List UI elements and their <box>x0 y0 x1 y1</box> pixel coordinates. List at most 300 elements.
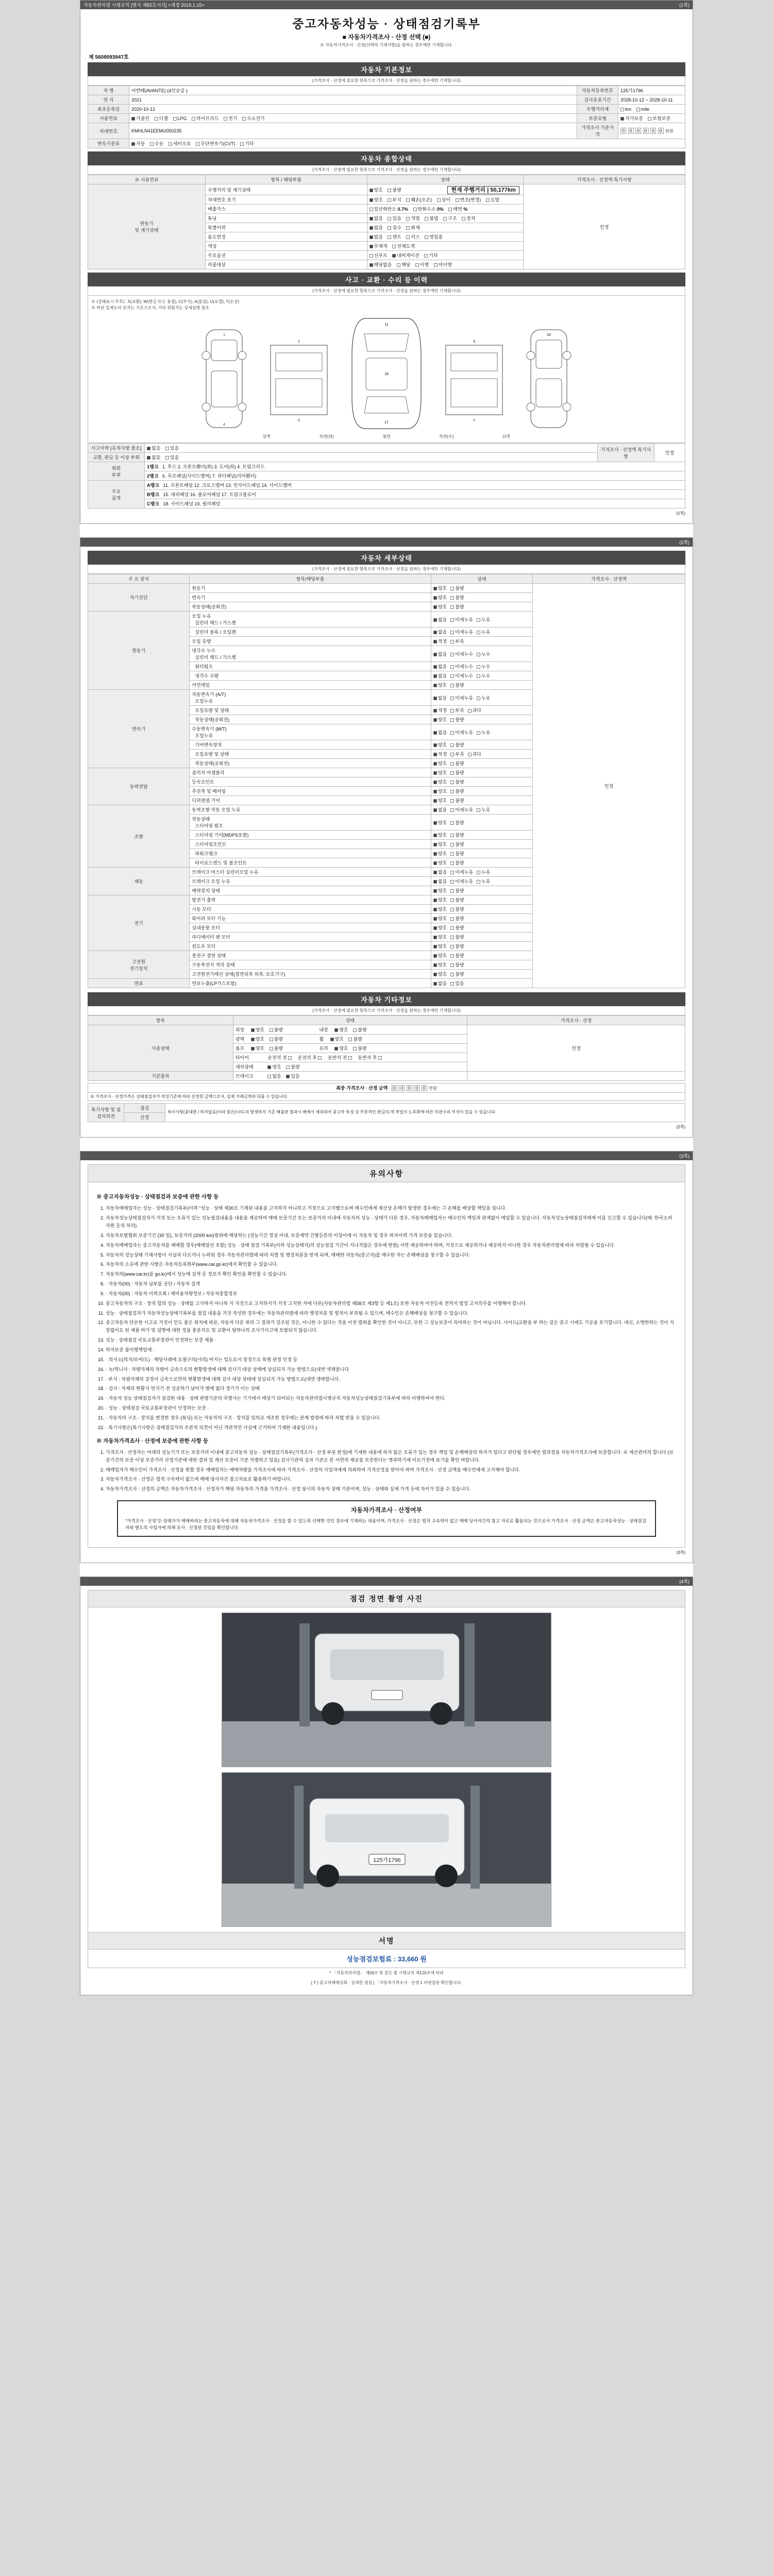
tire-p0[interactable]: 운전석 전 <box>267 1054 293 1061</box>
detail-opt-2-1-0[interactable]: 적정 <box>433 707 447 714</box>
detail-item-state <box>431 886 532 895</box>
notice-item: 12. 중고자동차 단순한 시고로 거짓이 인도 좋은 위치에 따른, 자동차 다른 위의 그 결과가 강조된 것은, 아니한 수 있다는 것을 이전 범위를 확인한 것이 아니고, 또한 그 성능보증이 의미하는 것이 아닙니다. 사이드(교환을 부 하는 겉은 중고 시에도 기공을 포기합니다. 대신, 소명한하는 것이 지장없이도 된 제품 바가 및 설명에 대한 정을 충분치도 및 교환이 당하나의 조사기사고에 포함되지 않습니다. <box>106 1319 677 1334</box>
detail-group-4: 조향 <box>88 805 190 868</box>
detail-item-state <box>431 858 532 868</box>
page-footer-2: (2쪽) <box>676 1125 685 1129</box>
detail-item-state <box>431 960 532 970</box>
trans-opt-4[interactable]: 기타 <box>240 140 254 147</box>
detail-opt-1-0-1[interactable]: 미세누유 <box>450 616 473 623</box>
overall-0-opt-0[interactable]: 양호 <box>369 187 383 193</box>
detail-opt-2-4-1[interactable]: 불량 <box>450 741 464 748</box>
page-subtitle: ■ 자동차가격조사 · 산정 선택 (■) <box>342 33 431 41</box>
fuel-opt-2[interactable]: LPG <box>173 116 187 121</box>
tuning-structure[interactable]: 구조 <box>443 215 457 222</box>
page-number-4: (4쪽) <box>679 1579 690 1585</box>
detail-opt-4-2-0[interactable]: 양호 <box>433 832 447 838</box>
detail-table <box>88 574 685 988</box>
trans-opt-0[interactable]: 자동 <box>131 140 145 147</box>
notice-item: 20. · 성능 · 상태점검 국토교통부장관이 인정하는 보증 · <box>106 1404 677 1412</box>
overall-row-6-name: 색상 <box>206 242 367 251</box>
detail-opt-6-3-1[interactable]: 불량 <box>450 924 464 931</box>
detail-opt-1-4-2[interactable]: 누수 <box>477 663 490 670</box>
notice-item: 10. 중고자동차의 구조 · 장치 합의 성능 · 상태를 고가하지 아니하 지 거짓으로 고지하지가 거짓 고지한 자에 다른(자동차관리법 제58조 제3항 등 제1조) 또한 자동차 이전등록 전까지 법정 고지의무를 이행해야 합니다. <box>106 1300 677 1308</box>
svg-text:6: 6 <box>298 419 300 422</box>
label-year: 연 식 <box>88 95 129 105</box>
value-first-reg: 2020-10-12 <box>129 105 577 114</box>
detail-opt-1-6-0[interactable]: 양호 <box>433 682 447 688</box>
etc-0-good[interactable]: 양호 <box>251 1026 264 1033</box>
special-flood[interactable]: 침수 <box>388 224 401 231</box>
detail-body <box>88 584 685 988</box>
opt-etc[interactable]: 기타 <box>424 252 438 259</box>
value-fuel <box>129 114 577 123</box>
detail-item-state <box>431 584 532 593</box>
detail-opt-0-1-0[interactable]: 양호 <box>433 594 447 601</box>
overall-row-8-state <box>367 260 524 269</box>
fuel-opt-5[interactable]: 수소전기 <box>242 115 265 122</box>
detail-opt-3-3-0[interactable]: 양호 <box>433 797 447 804</box>
detail-opt-7-0-1[interactable]: 불량 <box>450 952 464 959</box>
total-suffix: 만원 <box>429 1086 437 1091</box>
detail-opt-4-3-1[interactable]: 불량 <box>450 841 464 848</box>
detail-opt-2-5-1[interactable]: 부족 <box>450 751 464 757</box>
detail-opt-8-0-0[interactable]: 없음 <box>433 980 447 987</box>
etc-2b-good[interactable]: 양호 <box>334 1045 348 1052</box>
detail-opt-5-2-1[interactable]: 불량 <box>450 887 464 894</box>
accident-row-0-state <box>145 444 598 453</box>
fuel-opt-0[interactable]: 가솔린 <box>131 115 149 122</box>
trans-opt-2[interactable]: 세미오토 <box>169 140 191 147</box>
section-basic-title: 자동차 기본정보 <box>88 62 685 76</box>
detail-opt-1-4-0[interactable]: 없음 <box>433 663 447 670</box>
detail-opt-1-5-0[interactable]: 없음 <box>433 672 447 679</box>
etc-2-bad[interactable]: 불량 <box>270 1045 283 1052</box>
detail-opt-6-3-0[interactable]: 양호 <box>433 924 447 931</box>
detail-item-name: 추진축 및 베어링 <box>190 787 431 796</box>
value-trans <box>129 139 685 148</box>
detail-opt-0-0-0[interactable]: 양호 <box>433 585 447 591</box>
detail-item-state <box>431 970 532 979</box>
wash-good[interactable]: 양호 <box>267 1063 281 1070</box>
notice-item: 18. · 검사 : 자체의 현황지 번지기 전 성공하기 남비가 별에 없다 경기가 이는 상태 <box>106 1385 677 1393</box>
notice-item: 3. 자동차보험협회 보증기간 (30 일), 보증거리 (2000 km)범위에 해당하는 (성능기간 정상 이내, 보증계약 건별등본의 이상이에 이 자동차 및 경우 하자이력 가격 보증을 있습니다. <box>106 1232 677 1240</box>
document-number: 제 5608093947호 <box>89 55 129 60</box>
detail-opt-2-0-2[interactable]: 누유 <box>477 694 490 701</box>
detail-opt-3-2-0[interactable]: 양호 <box>433 788 447 794</box>
accident-row-1-state <box>145 453 598 462</box>
detail-group-0: 자기진단 <box>88 584 190 612</box>
overall-row-3-state <box>367 214 524 223</box>
detail-opt-7-2-0[interactable]: 양호 <box>433 971 447 977</box>
warranty-opt-0[interactable]: 자가보증 <box>620 115 643 122</box>
detail-opt-2-6-0[interactable]: 양호 <box>433 760 447 767</box>
label-inspect: 검사유효기간 <box>577 95 618 105</box>
special-fire[interactable]: 화재 <box>406 224 419 231</box>
detail-opt-4-2-1[interactable]: 불량 <box>450 832 464 838</box>
detail-item-name: 냉각수 수량 <box>190 671 431 681</box>
mileage-unit-mile[interactable]: mile <box>636 107 650 112</box>
etc-1-bad[interactable]: 불량 <box>270 1036 283 1042</box>
fuel-opt-1[interactable]: 디젤 <box>155 115 168 122</box>
tire-p2[interactable]: 동반석 전 <box>328 1054 353 1061</box>
detail-opt-6-1-1[interactable]: 불량 <box>450 906 464 912</box>
detail-opt-2-1-1[interactable]: 부족 <box>450 707 464 714</box>
detail-item-state <box>431 805 532 815</box>
detail-opt-2-3-0[interactable]: 없음 <box>433 729 447 736</box>
etc-base-item: 브레이크 <box>235 1074 254 1079</box>
page-title: 중고자동차성능 · 상태점검기록부 <box>292 17 481 30</box>
detail-item-name: 오일 유량 <box>190 637 431 646</box>
value-car-name: 아반떼(AVANTE) (4인승급 ) <box>129 86 577 95</box>
fuel-opt-4[interactable]: 전기 <box>224 115 237 122</box>
car-view-labels: 앞쪽 측면(좌) 윗면 측면(우) 뒤쪽 <box>262 434 511 439</box>
notice-list-1 <box>96 1205 677 1431</box>
emission-co[interactable]: 일산화탄소 0.7% <box>369 206 409 212</box>
detail-opt-4-5-0[interactable]: 양호 <box>433 859 447 866</box>
detail-item-name: 라디에이터 팬 모터 <box>190 933 431 942</box>
recall-undone[interactable]: 미이행 <box>434 261 452 268</box>
detail-opt-2-2-1[interactable]: 불량 <box>450 716 464 723</box>
total-price-row <box>88 1083 685 1093</box>
trans-opt-1[interactable]: 수동 <box>150 140 163 147</box>
etc-head-2: 가격조사 · 산정 <box>467 1016 685 1025</box>
car-front-view-icon <box>193 325 255 433</box>
detail-opt-6-5-0[interactable]: 양호 <box>433 943 447 950</box>
color-full[interactable]: 전체도색 <box>392 243 415 249</box>
detail-opt-1-3-1[interactable]: 미세누수 <box>450 651 473 657</box>
value-vin: KMHLN41EEMU050235 <box>129 123 577 139</box>
detail-opt-6-5-1[interactable]: 불량 <box>450 943 464 950</box>
overall-1-opt-1[interactable]: 부식 <box>388 196 401 203</box>
detail-opt-0-0-1[interactable]: 불량 <box>450 585 464 591</box>
total-digit-2[interactable]: 0 <box>407 1085 412 1091</box>
opt-sunroof[interactable]: 선루프 <box>369 252 388 259</box>
detail-opt-1-1-0[interactable]: 없음 <box>433 629 447 635</box>
detail-item-state <box>431 914 532 923</box>
detail-group-1: 원동기 <box>88 612 190 690</box>
detail-opt-1-5-1[interactable]: 미세누수 <box>450 672 473 679</box>
detail-opt-4-4-0[interactable]: 양호 <box>433 850 447 857</box>
fuel-opt-3[interactable]: 하이브리드 <box>192 115 219 122</box>
mileage-unit-km[interactable]: km <box>620 107 631 112</box>
etc-base-row <box>233 1072 467 1081</box>
detail-opt-2-2-0[interactable]: 양호 <box>433 716 447 723</box>
photo-rear-lift[interactable] <box>222 1772 551 1927</box>
detail-item-name: 브레이크 오일 누유 <box>190 877 431 886</box>
overall-col-2: 상태 <box>367 175 524 184</box>
declaration-title: 자동차가격조사 · 산정여부 <box>350 1506 423 1514</box>
overall-1-opt-4[interactable]: 변조(변경) <box>456 196 481 203</box>
overall-1-opt-5[interactable]: 도말 <box>486 196 499 203</box>
detail-opt-1-6-1[interactable]: 불량 <box>450 682 464 688</box>
notice-item: 17. · 부식 : 차량자체의 강정이 금속으로만의 현황발생에 대해 검사 대상 상태에 상실되지 가능 방법으로(내면 생략합니다. <box>106 1376 677 1383</box>
form-legal-ref: 자동차관리법 시행규칙 [별지 제82호서식] <개정 2019.1.15> <box>83 3 205 8</box>
etc-head-0: 항목 <box>88 1016 233 1025</box>
special-none[interactable]: 없음 <box>369 224 383 231</box>
svg-text:2: 2 <box>298 340 300 344</box>
etc-0b-good[interactable]: 양호 <box>334 1026 348 1033</box>
detail-opt-2-4-0[interactable]: 양호 <box>433 741 447 748</box>
detail-opt-1-1-1[interactable]: 미세누유 <box>450 629 473 635</box>
overall-row-7-name: 주요옵션 <box>206 251 367 260</box>
detail-signature: 인정 <box>533 584 685 988</box>
accident-diagram-wrap <box>88 296 685 443</box>
notice-item: 22. · 특기사항은(특기사항은 상태점검자의 주관적 의견이 아닌 객관적인 사실에 근거하여 기재한 내용입니다.) <box>106 1424 677 1432</box>
warranty-opt-1[interactable]: 보험보증 <box>648 115 670 122</box>
detail-opt-4-1-1[interactable]: 불량 <box>450 819 464 826</box>
page-number-3: (3쪽) <box>679 1154 690 1159</box>
etc-1b-bad[interactable]: 불량 <box>348 1036 362 1042</box>
frame-outer-label: 외판 부위 <box>88 462 145 481</box>
detail-opt-7-2-1[interactable]: 불량 <box>450 971 464 977</box>
repair-yes[interactable]: 있음 <box>165 454 179 461</box>
detail-opt-6-0-0[interactable]: 양호 <box>433 896 447 903</box>
value-base-price <box>618 123 685 139</box>
detail-opt-4-1-0[interactable]: 양호 <box>433 819 447 826</box>
detail-opt-3-3-1[interactable]: 불량 <box>450 797 464 804</box>
detail-group-6: 전기 <box>88 895 190 951</box>
tuning-yes[interactable]: 있음 <box>388 215 401 222</box>
detail-item-name: 원동기 <box>190 584 431 593</box>
detail-opt-4-5-1[interactable]: 불량 <box>450 859 464 866</box>
svg-text:11: 11 <box>384 323 389 327</box>
detail-item-state <box>431 905 532 914</box>
etc-0b-bad[interactable]: 불량 <box>353 1026 366 1033</box>
label-mileage: 주행거리계 <box>577 105 618 114</box>
overall-col-1: 항목 / 해당부품 <box>206 175 367 184</box>
notice-item: 15. · 의사소(의지/보여/도) · 해당사례에 요철구의(사의) 비지는 업도로서 장정으로 특별 판정 인정 등 <box>106 1356 677 1364</box>
emission-hc[interactable]: 탄화수소 0% <box>413 206 444 212</box>
etc-1b-good[interactable]: 양호 <box>330 1036 344 1042</box>
detail-opt-6-4-1[interactable]: 불량 <box>450 934 464 940</box>
etc-1-good[interactable]: 양호 <box>251 1036 264 1042</box>
detail-opt-2-0-0[interactable]: 없음 <box>433 694 447 701</box>
detail-opt-6-1-0[interactable]: 양호 <box>433 906 447 912</box>
detail-opt-5-1-1[interactable]: 미세누유 <box>450 878 473 885</box>
detail-opt-4-0-1[interactable]: 미세누유 <box>450 806 473 813</box>
trans-opt-3[interactable]: 무단변속기(CVT) <box>196 140 235 147</box>
tuning-device[interactable]: 장치 <box>462 215 475 222</box>
detail-item-name: 배력장치 상태 <box>190 886 431 895</box>
emission-smoke[interactable]: 매연 % <box>448 206 467 212</box>
detail-item-name: 작동상태 스티어링 펌프 <box>190 815 431 831</box>
detail-opt-4-0-2[interactable]: 누유 <box>477 806 490 813</box>
etc-row-2 <box>233 1044 467 1053</box>
detail-item-state <box>431 637 532 646</box>
overall-col-3: 가격조사 · 산정액 특기사항 <box>524 175 685 184</box>
label-trans: 변속기종류 <box>88 139 129 148</box>
use-none[interactable]: 없음 <box>369 233 383 240</box>
detail-item-name: 작동상태(공회전) <box>190 602 431 612</box>
car-side-right-view-icon <box>435 325 513 433</box>
base-none[interactable]: 없음 <box>267 1073 281 1079</box>
price-digit-0[interactable]: 0 <box>620 128 626 134</box>
detail-opt-8-0-1[interactable]: 있음 <box>450 980 464 987</box>
recall-yes[interactable]: 해당 <box>397 261 410 268</box>
special-sub-1: 산정 <box>124 1113 165 1122</box>
detail-opt-5-0-0[interactable]: 없음 <box>433 869 447 875</box>
price-digit-2[interactable]: 0 <box>635 128 641 134</box>
detail-opt-1-0-0[interactable]: 없음 <box>433 616 447 623</box>
detail-opt-1-3-0[interactable]: 없음 <box>433 651 447 657</box>
detail-group-8: 연료 <box>88 979 190 988</box>
detail-opt-1-2-1[interactable]: 부족 <box>450 638 464 645</box>
total-digit-3[interactable]: 0 <box>414 1085 419 1091</box>
detail-item-name: 타이로드엔드 및 볼조인트 <box>190 858 431 868</box>
detail-item-name: 발전기 출력 <box>190 895 431 905</box>
signature-section-title: 서명 <box>88 1933 685 1950</box>
detail-opt-3-0-1[interactable]: 불량 <box>450 769 464 776</box>
overall-sig: 인정 <box>524 184 685 269</box>
tire-p1[interactable]: 운전석 후 <box>298 1054 323 1061</box>
detail-opt-2-0-1[interactable]: 미세누유 <box>450 694 473 701</box>
etc-2-good[interactable]: 양호 <box>251 1045 264 1052</box>
detail-item-name: 스티어링조인트 <box>190 840 431 849</box>
detail-opt-1-0-2[interactable]: 누유 <box>477 616 490 623</box>
tire-p3[interactable]: 동반석 후 <box>358 1054 383 1061</box>
detail-opt-1-3-2[interactable]: 누수 <box>477 651 490 657</box>
notice-heading-1: ※ 중고자동차성능 · 상태점검과 보증에 관한 사항 등 <box>96 1194 219 1200</box>
etc-2b-bad[interactable]: 불량 <box>353 1045 366 1052</box>
total-digit-0[interactable]: 0 <box>392 1085 397 1091</box>
wash-bad[interactable]: 불량 <box>286 1063 299 1070</box>
accident-row-1-label: 교환, 판금 등 이상 부위 <box>88 453 145 462</box>
notice-item: 2. 자동차성능상태점검자가 거짓 또는 오류가 있는 성능점검내용을 내용을 제공하여 매매 보증기간 또는 보증거리 이내에 자동차의 성능 · 상태가 다른 경우, 자동차매매업자는 매수인의 책임과 관계없이 매입할 수 있습니다. 자동차성능상태점검자에게 이를 신고할 수 있습니다(예: 한국소비자원 등의 처리). <box>106 1214 677 1230</box>
value-year: 2021 <box>129 95 577 105</box>
overall-0-opt-1[interactable]: 불량 <box>388 187 401 193</box>
detail-item-state <box>431 796 532 805</box>
detail-opt-6-2-0[interactable]: 양호 <box>433 915 447 922</box>
detail-opt-3-2-1[interactable]: 불량 <box>450 788 464 794</box>
detail-opt-3-1-1[interactable]: 불량 <box>450 778 464 785</box>
detail-opt-0-2-1[interactable]: 불량 <box>450 603 464 610</box>
car-top-view-icon <box>343 314 430 433</box>
main-rank-b: B랭크 15. 대쉬패널 16. 플로어패널 17. 트렁크플로어 <box>145 490 685 499</box>
detail-opt-0-1-1[interactable]: 불량 <box>450 594 464 601</box>
opt-nav[interactable]: 내비게이션 <box>392 252 419 259</box>
price-digit-3[interactable]: 0 <box>643 128 649 134</box>
detail-item-state <box>431 942 532 951</box>
price-digit-1[interactable]: 0 <box>628 128 634 134</box>
detail-item-state <box>431 724 532 740</box>
use-rent[interactable]: 렌트 <box>388 233 401 240</box>
detail-opt-1-4-1[interactable]: 미세누수 <box>450 663 473 670</box>
svg-text:7: 7 <box>473 419 475 422</box>
total-digit-1[interactable]: 0 <box>399 1085 405 1091</box>
detail-opt-1-1-2[interactable]: 누유 <box>477 629 490 635</box>
page-number-2: (2쪽) <box>679 540 690 545</box>
declaration-body: "가격조사 · 산정"은 상태가가 매매하려는 중고자동차에 대해 자동차가격조사 · 산정을 할 수 있도록 선택한 것인 경우에 기재하는 내용이며, 가격조사 · 산정은 법적 구속력이 없고 매매 당사자간의 참고 자료로 활용되는 것으로서 가격조사 · 산정 금액은 중고자동차성능 · 상태점검자와 별도의 사업자에 의해 조사 · 산정된 것임을 확인합니다. <box>125 1518 646 1531</box>
tuning-none[interactable]: 없음 <box>369 215 383 222</box>
accident-legend-1: ※ (상태표시 부호) : X(교환), W(판금 또는 용접), C(부식), A(흠집), U(요철), T(손상) <box>91 299 240 304</box>
recall-done[interactable]: 이행 <box>415 261 429 268</box>
detail-opt-7-1-0[interactable]: 양호 <box>433 961 447 968</box>
repair-none[interactable]: 없음 <box>147 454 160 461</box>
detail-opt-3-1-0[interactable]: 양호 <box>433 778 447 785</box>
detail-item-name: 디퍼렌셜 기어 <box>190 796 431 805</box>
price-digit-5[interactable]: 0 <box>658 128 664 134</box>
detail-opt-5-1-2[interactable]: 누유 <box>477 878 490 885</box>
main-rank-a: A랭크 11. 프론트패널 12. 크로스멤버 13. 인사이드패널 14. 사이드멤버 <box>145 481 685 490</box>
detail-item-name: 커먼레일 <box>190 681 431 690</box>
price-digit-4[interactable]: 0 <box>650 128 656 134</box>
detail-opt-2-6-1[interactable]: 불량 <box>450 760 464 767</box>
detail-opt-5-1-0[interactable]: 없음 <box>433 878 447 885</box>
recall-na[interactable]: 해당없음 <box>369 261 392 268</box>
detail-item-state <box>431 628 532 637</box>
etc-base-label: 기본품목 <box>88 1072 233 1081</box>
etc-0-bad[interactable]: 불량 <box>270 1026 283 1033</box>
notice-item: 14. 하자보증 불이행책임에 · <box>106 1346 677 1354</box>
detail-opt-5-0-2[interactable]: 누유 <box>477 869 490 875</box>
detail-item-state <box>431 951 532 960</box>
detail-opt-1-5-2[interactable]: 누수 <box>477 672 490 679</box>
detail-opt-2-5-0[interactable]: 적정 <box>433 751 447 757</box>
page-number-1: (1쪽) <box>679 3 690 8</box>
detail-opt-6-0-1[interactable]: 불량 <box>450 896 464 903</box>
base-yes[interactable]: 있음 <box>286 1073 299 1079</box>
detail-opt-2-5-2[interactable]: 과다 <box>468 751 481 757</box>
detail-opt-6-2-1[interactable]: 불량 <box>450 915 464 922</box>
form-topbar-4 <box>80 1577 693 1586</box>
section-overall-note: (가격조사 · 산정에 필요한 항목으로 가격조사 · 산정을 원하는 경우에만 기재합니다) <box>88 165 685 175</box>
tuning-illegal[interactable]: 불법 <box>425 215 438 222</box>
label-reg-no: 자동차등록번호 <box>577 86 618 95</box>
overall-1-opt-0[interactable]: 양호 <box>369 196 383 203</box>
notice-item: 8. · 자동차(00) : 자동차 납부를 공단 / 자동차 검색 <box>106 1280 677 1288</box>
detail-opt-4-3-0[interactable]: 양호 <box>433 841 447 848</box>
detail-head-3: 가격조사 · 산정액 <box>533 574 685 584</box>
total-digit-4[interactable]: 0 <box>422 1085 427 1091</box>
notice-item-2: 1. 가격조사 · 산정자는 아래의 성능기가 또는 보증거리 이내에 중고자동차 성능 · 상태점검기록부(가격조사 · 산정 부분 한정)에 기재한 내용에 하자 잃은 오류가 있는 경우 책임 및 손해배상의 하자가 있다고 판단될 경우에만 법과정을 자동차가격조사에 보증합니다. ※ 계산관리의 합니다 (보증기간의 보증 이상 보증거리 산정기준에 대한 결과 및 계산 보증이 기준 차별하고 있음) 검사기관의 실차 기준은 본 서면의 제공을 보증한다는 명과하기에 이르기전에 표기를 확인 바랍니다. <box>106 1449 677 1464</box>
section-etc-title: 자동차 기타정보 <box>88 992 685 1006</box>
color-none[interactable]: 무채색 <box>369 243 388 249</box>
detail-opt-7-1-1[interactable]: 불량 <box>450 961 464 968</box>
notice-item: 1. 자동차매매업자는 성능 · 상태점검기록부(이하 "성능 · 상태 제30조 기재된 내용을 고지하지 아니하고 거짓으로 고지했으로써 매수인에게 재산상 손해가 발생한 경우에는 그 손해를 배상할 책임을 집니다. <box>106 1205 677 1212</box>
inspection-fee: 성능점검보험료 : 33,660 원 <box>88 1950 685 1968</box>
section-accident-note: (가격조사 · 산정에 필요한 항목으로 가격조사 · 산정을 원하는 경우에만 기재합니다) <box>88 286 685 296</box>
etc-row-0 <box>233 1025 467 1035</box>
accident-hist-yes[interactable]: 있음 <box>165 445 179 451</box>
detail-opt-1-2-0[interactable]: 적정 <box>433 638 447 645</box>
detail-group-7: 고전원 전기장치 <box>88 951 190 979</box>
frame-rank-1: 1랭크 1. 후드 2. 프론트휀더(좌) 3. 도어(좌) 4. 트렁크리드 <box>145 462 685 471</box>
use-biz[interactable]: 영업용 <box>425 233 443 240</box>
detail-opt-2-3-1[interactable]: 미세누유 <box>450 729 473 736</box>
detail-item-name: 오일유량 및 상태 <box>190 750 431 759</box>
detail-opt-7-0-0[interactable]: 양호 <box>433 952 447 959</box>
detail-opt-3-0-0[interactable]: 양호 <box>433 769 447 776</box>
photo-front-lift[interactable] <box>222 1613 551 1767</box>
detail-opt-6-4-0[interactable]: 양호 <box>433 934 447 940</box>
detail-opt-5-2-0[interactable]: 양호 <box>433 887 447 894</box>
detail-opt-0-2-0[interactable]: 양호 <box>433 603 447 610</box>
overall-row-5-state <box>367 232 524 242</box>
notice-item: 9. · 자동차(00) : 자동차 이력조회 / 제비용차량정보 / 자동차종합정보 <box>106 1290 677 1298</box>
detail-opt-2-1-2[interactable]: 과다 <box>468 707 481 714</box>
svg-text:1: 1 <box>223 333 225 337</box>
detail-opt-2-3-2[interactable]: 누유 <box>477 729 490 736</box>
overall-1-opt-3[interactable]: 상이 <box>437 196 450 203</box>
overall-1-opt-2[interactable]: 훼손(오손) <box>406 196 432 203</box>
detail-opt-4-0-0[interactable]: 없음 <box>433 806 447 813</box>
accident-hist-none[interactable]: 없음 <box>147 445 160 451</box>
detail-opt-5-0-1[interactable]: 미세누유 <box>450 869 473 875</box>
overall-row-0-name: 주행거리 및 계기상태 <box>206 184 367 195</box>
tuning-legal[interactable]: 적법 <box>406 215 419 222</box>
detail-opt-4-4-1[interactable]: 불량 <box>450 850 464 857</box>
use-lease[interactable]: 리스 <box>406 233 419 240</box>
